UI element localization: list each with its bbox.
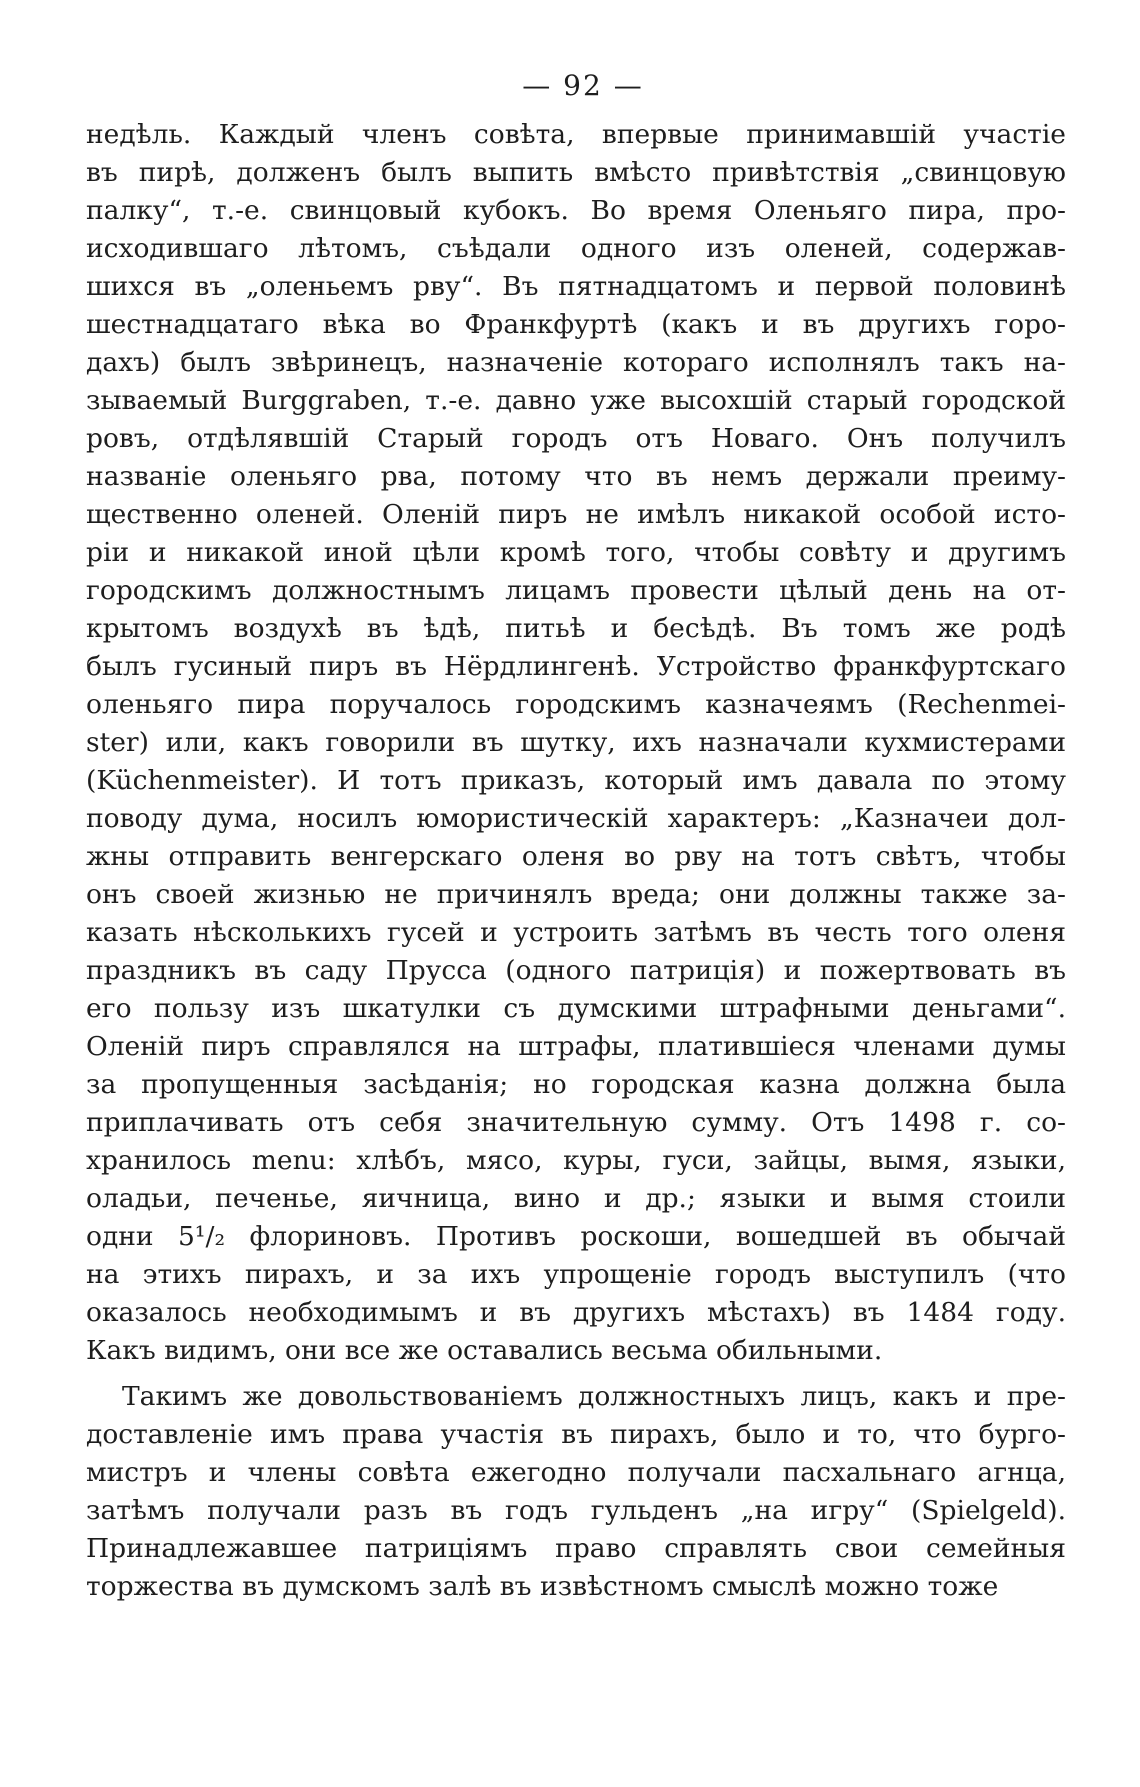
text-line: праздникъ въ саду Прусса (одного патриція) и пожертвовать въ xyxy=(86,955,1066,986)
text-line: приплачивать отъ себя значительную сумму. Отъ 1498 г. со- xyxy=(86,1107,1066,1138)
text-line: городскимъ должностнымъ лицамъ провести цѣлый день на от- xyxy=(86,575,1066,606)
text-line: ріи и никакой иной цѣли кромѣ того, чтобы совѣту и другимъ xyxy=(86,537,1066,568)
text-line: оказалось необходимымъ и въ другихъ мѣстахъ) въ 1484 году. xyxy=(86,1297,1066,1328)
text-line: щественно оленей. Оленій пиръ не имѣлъ никакой особой исто- xyxy=(86,499,1066,530)
text-line: шестнадцатаго вѣка во Франкфуртѣ (какъ и въ другихъ горо- xyxy=(86,309,1066,340)
page-body-text xyxy=(86,116,1066,1606)
text-line: Принадлежавшее патриціямъ право справлять свои семейныя xyxy=(86,1533,1066,1564)
text-line: жны отправить венгерскаго оленя во рву на тотъ свѣтъ, чтобы xyxy=(86,841,1066,872)
text-line: шихся въ „оленьемъ рву“. Въ пятнадцатомъ и первой половинѣ xyxy=(86,271,1066,302)
text-line: (Küchenmeister). И тотъ приказъ, который имъ давала по этому xyxy=(86,765,1066,796)
text-line: за пропущенныя засѣданія; но городская казна должна была xyxy=(86,1069,1066,1100)
text-line: названіе оленьяго рва, потому что въ немъ держали преиму- xyxy=(86,461,1066,492)
text-line: зываемый Burggraben, т.-е. давно уже высохшій старый городской xyxy=(86,385,1066,416)
text-line: ровъ, отдѣлявшій Старый городъ отъ Новаго. Онъ получилъ xyxy=(86,423,1066,454)
text-line: одни 5¹/₂ флориновъ. Противъ роскоши, вошедшей въ обычай xyxy=(86,1221,1066,1252)
text-line: былъ гусиный пиръ въ Нёрдлингенѣ. Устройство франкфуртскаго xyxy=(86,651,1066,682)
text-line: въ пирѣ, долженъ былъ выпить вмѣсто привѣтствія „свинцовую xyxy=(86,157,1066,188)
text-line: затѣмъ получали разъ въ годъ гульденъ „на игру“ (Spielgeld). xyxy=(86,1495,1066,1526)
text-line: торжества въ думскомъ залѣ въ извѣстномъ смыслѣ можно тоже xyxy=(86,1571,999,1602)
text-line: оленьяго пира поручалось городскимъ казначеямъ (Rechenmei- xyxy=(86,689,1066,720)
page-number: — 92 — xyxy=(522,69,644,102)
text-line: недѣль. Каждый членъ совѣта, впервые принимавшій участіе xyxy=(86,119,1066,150)
text-line: исходившаго лѣтомъ, съѣдали одного изъ оленей, содержав- xyxy=(86,233,1066,264)
text-line: палку“, т.-е. свинцовый кубокъ. Во время Оленьяго пира, про- xyxy=(86,195,1066,226)
text-line: ster) или, какъ говорили въ шутку, ихъ назначали кухмистерами xyxy=(86,727,1066,758)
text-line: казать нѣсколькихъ гусей и устроить затѣмъ въ честь того оленя xyxy=(86,917,1066,948)
text-line: мистръ и члены совѣта ежегодно получали пасхальнаго агнца, xyxy=(86,1457,1066,1488)
text-line: хранилось menu: хлѣбъ, мясо, куры, гуси, зайцы, вымя, языки, xyxy=(86,1145,1066,1176)
text-line: Оленій пиръ справлялся на штрафы, платившіеся членами думы xyxy=(86,1031,1066,1062)
text-line: оладьи, печенье, яичница, вино и др.; языки и вымя стоили xyxy=(86,1183,1066,1214)
text-line: дахъ) былъ звѣринецъ, назначеніе котораго исполнялъ такъ на- xyxy=(86,347,1066,378)
text-line: онъ своей жизнью не причинялъ вреда; они должны также за- xyxy=(86,879,1066,910)
text-line: поводу дума, носилъ юмористическій характеръ: „Казначеи дол- xyxy=(86,803,1066,834)
text-line: его пользу изъ шкатулки съ думскими штрафными деньгами“. xyxy=(86,993,1066,1024)
text-line: Такимъ же довольствованіемъ должностныхъ лицъ, какъ и пре- xyxy=(122,1381,1066,1412)
paragraph xyxy=(86,1378,1066,1606)
text-line: Какъ видимъ, они все же оставались весьма обильными. xyxy=(86,1335,883,1366)
paragraph xyxy=(86,116,1066,1370)
text-line: крытомъ воздухѣ въ ѣдѣ, питьѣ и бесѣдѣ. Въ томъ же родѣ xyxy=(86,613,1066,644)
text-line: на этихъ пирахъ, и за ихъ упрощеніе городъ выступилъ (что xyxy=(86,1259,1066,1290)
text-line: доставленіе имъ права участія въ пирахъ, было и то, что бурго- xyxy=(86,1419,1066,1450)
